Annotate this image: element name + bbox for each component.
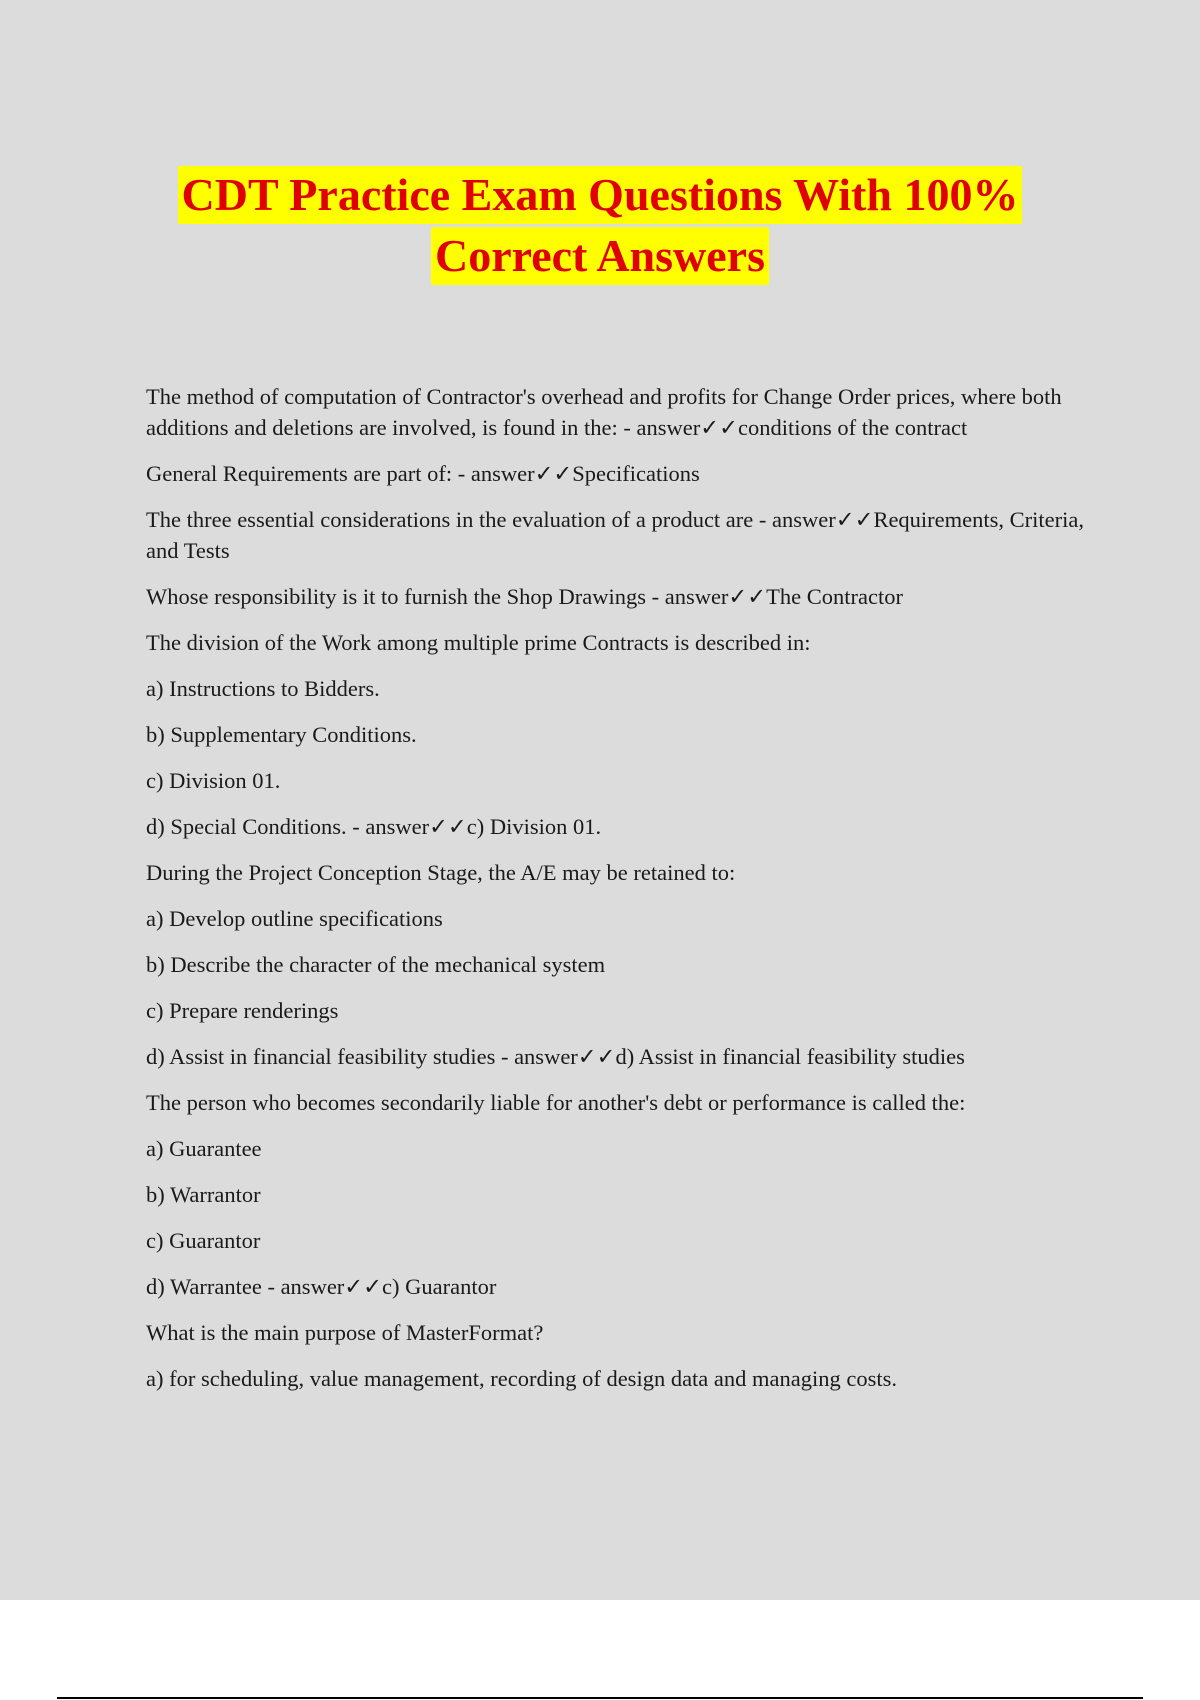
document-body — [146, 381, 1086, 1409]
answer-option: d) Warrantee - answer✓✓c) Guarantor — [146, 1274, 497, 1299]
answer-option: a) Guarantee — [146, 1136, 262, 1161]
answer-option: d) Assist in financial feasibility studies - answer✓✓d) Assist in financial feasibility studies — [146, 1044, 965, 1069]
paragraph: What is the main purpose of MasterFormat? — [146, 1320, 544, 1345]
paragraph: Whose responsibility is it to furnish the Shop Drawings - answer✓✓The Contractor — [146, 584, 903, 609]
title-line-1: CDT Practice Exam Questions With 100% — [178, 166, 1023, 224]
paragraph: The three essential considerations in the evaluation of a product are - answer✓✓Requirements, Criteria, and Tests — [146, 507, 1085, 563]
paragraph: The person who becomes secondarily liable for another's debt or performance is called the: — [146, 1090, 966, 1115]
answer-option: c) Prepare renderings — [146, 998, 339, 1023]
paragraph: General Requirements are part of: - answer✓✓Specifications — [146, 461, 700, 486]
answer-option: d) Special Conditions. - answer✓✓c) Division 01. — [146, 814, 602, 839]
answer-option: c) Division 01. — [146, 768, 281, 793]
paragraph: The division of the Work among multiple prime Contracts is described in: — [146, 630, 811, 655]
answer-option: b) Describe the character of the mechanical system — [146, 952, 606, 977]
answer-option: b) Supplementary Conditions. — [146, 722, 417, 747]
title-line-2: Correct Answers — [431, 227, 769, 285]
answer-option: a) Instructions to Bidders. — [146, 676, 380, 701]
footer-divider — [57, 1697, 1143, 1699]
page-footer — [0, 1600, 1200, 1700]
answer-option: b) Warrantor — [146, 1182, 261, 1207]
answer-option: a) for scheduling, value management, recording of design data and managing costs. — [146, 1366, 898, 1391]
answer-option: a) Develop outline specifications — [146, 906, 443, 931]
answer-option: c) Guarantor — [146, 1228, 261, 1253]
paragraph: During the Project Conception Stage, the A/E may be retained to: — [146, 860, 736, 885]
paragraph: The method of computation of Contractor's overhead and profits for Change Order prices, where both additions and deletions are involved, is found in the: - answer✓✓conditions of the contract — [146, 384, 1062, 440]
document-title — [0, 166, 1200, 288]
